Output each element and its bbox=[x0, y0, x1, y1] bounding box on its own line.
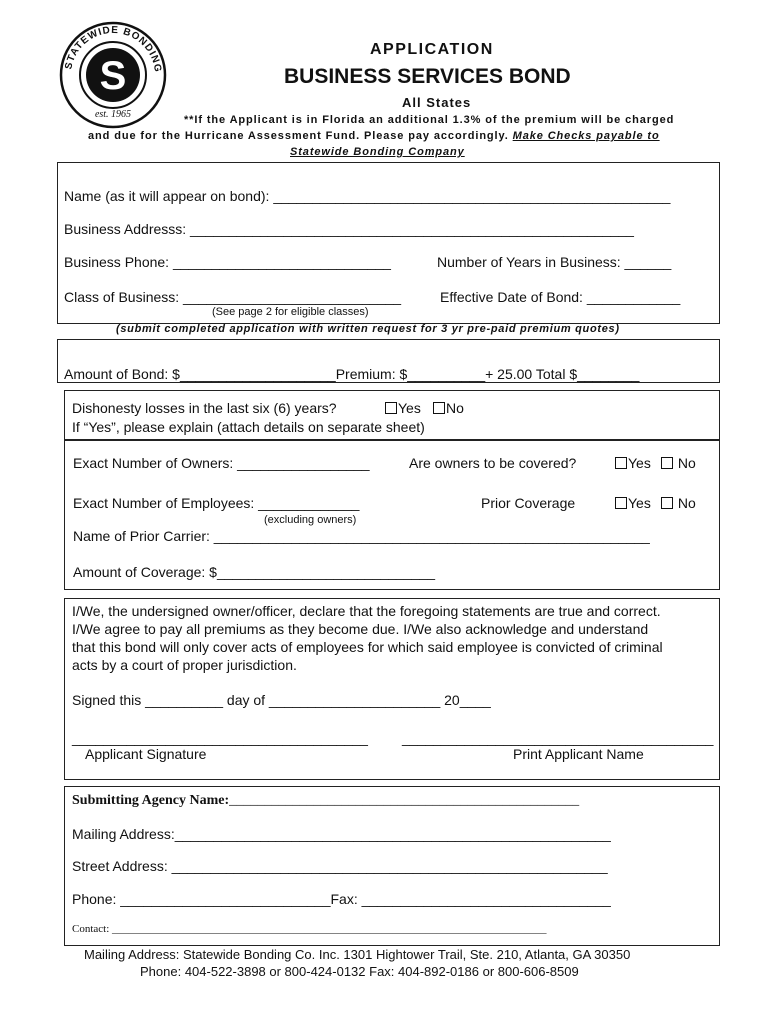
dishonesty-no-option[interactable] bbox=[433, 400, 464, 416]
owners-covered-no-label: No bbox=[677, 455, 696, 471]
business-address-field[interactable]: Business Addresss: _________________________________________________________ bbox=[64, 221, 634, 237]
prepaid-quote-note: (submit completed application with written request for 3 yr pre-paid premium quotes) bbox=[116, 323, 620, 335]
owners-covered-yes-checkbox[interactable] bbox=[615, 457, 627, 469]
agency-name-field[interactable] bbox=[72, 793, 579, 809]
dishonesty-question bbox=[72, 400, 337, 416]
prior-coverage-no-option[interactable] bbox=[661, 495, 696, 511]
agency-name-line: __________________________________________________ bbox=[229, 793, 580, 808]
bond-title: BUSINESS SERVICES BOND bbox=[284, 65, 571, 88]
svg-text:est. 1965: est. 1965 bbox=[94, 109, 132, 120]
effective-date-field[interactable]: Effective Date of Bond: ____________ bbox=[440, 289, 681, 305]
dishonesty-yes-label: Yes bbox=[398, 400, 421, 416]
prior-carrier-field[interactable]: Name of Prior Carrier: ________________________________________________________ bbox=[73, 528, 650, 544]
svg-text:STATEWIDE BONDING CO., INC.: STATEWIDE BONDING bbox=[63, 24, 164, 74]
florida-note-text: and due for the Hurricane Assessment Fund. Please pay accordingly. bbox=[88, 130, 509, 142]
number-of-owners-field[interactable]: Exact Number of Owners: _________________ bbox=[73, 455, 370, 471]
make-checks-note: Make Checks payable to bbox=[512, 130, 660, 142]
employees-hint: (excluding owners) bbox=[264, 514, 357, 526]
owners-covered-no-checkbox[interactable] bbox=[661, 457, 673, 469]
owners-covered-no-option[interactable] bbox=[661, 455, 696, 471]
application-title: APPLICATION bbox=[370, 41, 494, 58]
svg-text:S: S bbox=[99, 54, 127, 98]
florida-note-line1: **If the Applicant is in Florida an additional 1.3% of the premium will be charged bbox=[184, 114, 675, 126]
number-of-employees-field[interactable]: Exact Number of Employees: _____________ bbox=[73, 495, 360, 511]
footer-phone-fax: Phone: 404-522-3898 or 800-424-0132 Fax: 404-892-0186 or 800-606-8509 bbox=[140, 964, 579, 979]
prior-coverage-question: Prior Coverage bbox=[481, 495, 576, 511]
agency-name-label: Submitting Agency Name: bbox=[72, 793, 230, 808]
footer-mailing-address: Mailing Address: Statewide Bonding Co. Inc. 1301 Hightower Trail, Ste. 210, Atlanta, GA 30350 bbox=[84, 947, 631, 962]
dishonesty-question-text: Dishonesty losses in the last six (6) years? bbox=[72, 400, 337, 416]
agency-phone-fax-field[interactable]: Phone: ___________________________Fax: ________________________________ bbox=[72, 891, 611, 907]
agency-contact-field[interactable]: Contact: _______________________________________________________________________________ bbox=[72, 923, 547, 935]
applicant-name-field[interactable]: Name (as it will appear on bond): ___________________________________________________ bbox=[64, 188, 671, 204]
dishonesty-explain: If “Yes”, please explain (attach details on separate sheet) bbox=[72, 419, 425, 435]
florida-note-line2 bbox=[88, 130, 660, 142]
coverage-amount-field[interactable]: Amount of Coverage: $____________________________ bbox=[73, 564, 435, 580]
prior-coverage-yes-label: Yes bbox=[628, 495, 651, 511]
agency-street-address-field[interactable]: Street Address: ________________________________________________________ bbox=[72, 858, 608, 874]
class-hint: (See page 2 for eligible classes) bbox=[212, 306, 369, 318]
class-of-business-field[interactable]: Class of Business: ____________________________ bbox=[64, 289, 402, 305]
bond-amount-field[interactable]: Amount of Bond: $____________________Premium: $__________+ 25.00 Total $________ bbox=[64, 366, 640, 382]
prior-coverage-yes-checkbox[interactable] bbox=[615, 497, 627, 509]
print-name-line[interactable]: ________________________________________ bbox=[402, 730, 714, 746]
business-phone-field[interactable]: Business Phone: ____________________________ bbox=[64, 254, 391, 270]
states-label: All States bbox=[402, 95, 472, 110]
owners-covered-yes-option[interactable] bbox=[615, 455, 651, 471]
declaration-line-3: that this bond will only cover acts of employees for which said employee is convicted of criminal bbox=[72, 639, 663, 655]
applicant-signature-label: Applicant Signature bbox=[85, 746, 207, 762]
dishonesty-no-checkbox[interactable] bbox=[433, 402, 445, 414]
dishonesty-yes-checkbox[interactable] bbox=[385, 402, 397, 414]
company-logo bbox=[58, 20, 168, 130]
signed-date-field[interactable]: Signed this __________ day of ______________________ 20____ bbox=[72, 692, 491, 708]
prior-coverage-yes-option[interactable] bbox=[615, 495, 651, 511]
declaration-line-4: acts by a court of proper jurisdiction. bbox=[72, 657, 297, 673]
years-in-business-field[interactable]: Number of Years in Business: ______ bbox=[437, 254, 672, 270]
owners-covered-question: Are owners to be covered? bbox=[409, 455, 577, 471]
declaration-line-2: I/We agree to pay all premiums as they become due. I/We also acknowledge and understand bbox=[72, 621, 649, 637]
dishonesty-yes-option[interactable] bbox=[385, 400, 421, 416]
dishonesty-no-label: No bbox=[446, 400, 464, 416]
agency-mailing-address-field[interactable]: Mailing Address:________________________________________________________ bbox=[72, 826, 611, 842]
declaration-line-1: I/We, the undersigned owner/officer, declare that the foregoing statements are true and correct. bbox=[72, 603, 661, 619]
prior-coverage-no-label: No bbox=[677, 495, 696, 511]
owners-covered-yes-label: Yes bbox=[628, 455, 651, 471]
signature-line[interactable]: ______________________________________ bbox=[72, 730, 368, 746]
logo-seal bbox=[58, 20, 168, 130]
print-applicant-name-label: Print Applicant Name bbox=[513, 746, 644, 762]
prior-coverage-no-checkbox[interactable] bbox=[661, 497, 673, 509]
payable-company: Statewide Bonding Company bbox=[290, 146, 465, 158]
